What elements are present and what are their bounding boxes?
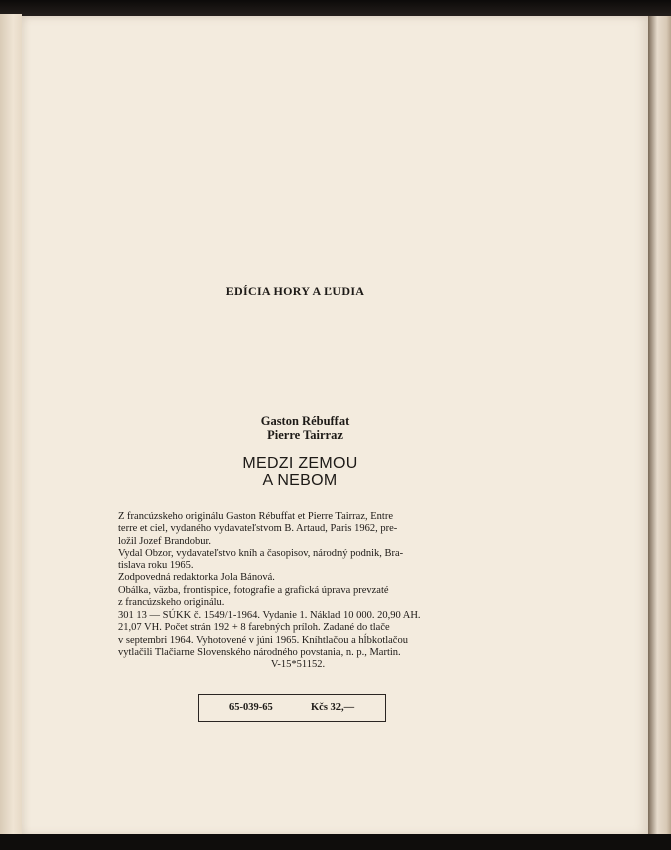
credits-line: tislava roku 1965. — [118, 560, 194, 572]
credits-line: Z francúzskeho originálu Gaston Rébuffat et Pierre Tairraz, Entre — [118, 511, 393, 522]
facing-page-edge — [0, 14, 22, 836]
print-line: V-15*51152. — [270, 659, 326, 671]
title-line: A NEBOM — [262, 472, 338, 489]
translation-credits — [118, 511, 478, 609]
print-line: 21,07 VH. Počet strán 192 + 8 farebných príloh. Zadané do tlače — [118, 622, 390, 634]
print-line: 301 13 — SÚKK č. 1549/1-1964. Vydanie 1. Náklad 10 000. 20,90 AH. — [118, 610, 421, 621]
author-name: Gaston Rébuffat — [260, 414, 350, 428]
printing-details — [118, 610, 478, 671]
credits-line: Vydal Obzor, vydavateľstvo kníh a časopisov, národný podnik, Bra- — [118, 547, 404, 559]
credits-line: ložil Jozef Brandobur. — [118, 535, 212, 547]
author-name: Pierre Tairraz — [267, 428, 343, 442]
print-line: v septembri 1964. Vyhotovené v júni 1965. Kníhtlačou a hĺbkotlačou — [118, 634, 408, 646]
credits-line: Obálka, väzba, frontispice, fotografie a grafická úprava prevzaté — [118, 584, 389, 596]
credits-line: Zodpovedná redaktorka Jola Bánová. — [118, 572, 275, 584]
print-line: vytlačili Tlačiarne Slovenského národného povstania, n. p., Martin. — [118, 646, 401, 658]
price-box — [198, 694, 386, 722]
book-bottom-edge — [0, 834, 671, 850]
authors — [230, 414, 380, 442]
series-title: EDÍCIA HORY A ĽUDIA — [225, 284, 365, 298]
edition-code: 65-039-65 — [229, 702, 273, 713]
credits-line: z francúzskeho originálu. — [118, 597, 225, 609]
book-title — [210, 455, 390, 489]
title-line: MEDZI ZEMOU — [242, 455, 358, 472]
page-fore-edge — [648, 16, 671, 836]
credits-line: terre et ciel, vydaného vydavateľstvom B. Artaud, Paris 1962, pre- — [118, 523, 398, 535]
price: Kčs 32,— — [311, 702, 355, 713]
